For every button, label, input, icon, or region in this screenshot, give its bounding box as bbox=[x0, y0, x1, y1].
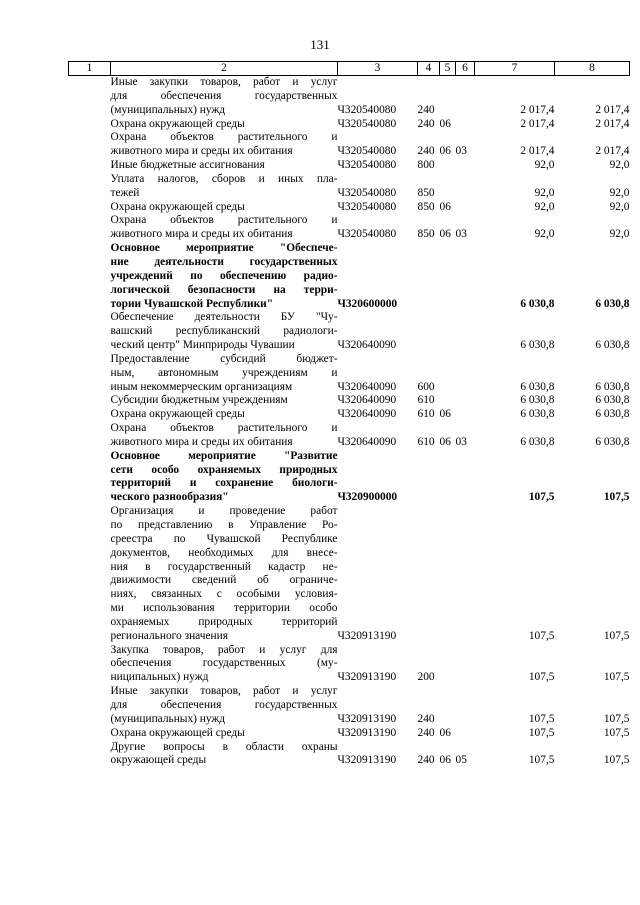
table-row bbox=[69, 311, 630, 353]
row-name-line: логической безопасности на терри- bbox=[110, 283, 338, 296]
cell-col-1 bbox=[69, 131, 111, 159]
row-name-line: Другие вопросы в области охраны bbox=[110, 740, 338, 753]
row-col-4: 800 bbox=[417, 159, 435, 172]
row-col-6 bbox=[456, 505, 475, 643]
row-name-line: Охрана окружающей среды bbox=[110, 200, 245, 213]
row-value-7: 107,5 bbox=[528, 726, 555, 739]
row-col-5 bbox=[440, 644, 456, 686]
row-value-8: 6 030,8 bbox=[595, 408, 630, 421]
row-name-line: Обеспечение деятельности БУ "Чу- bbox=[110, 311, 338, 324]
row-name-line: окружающей среды bbox=[110, 754, 207, 767]
table-row bbox=[69, 394, 630, 408]
cell-col-1 bbox=[69, 741, 111, 769]
table-row bbox=[69, 242, 630, 311]
row-name-line: животного мира и среды их обитания bbox=[110, 228, 293, 241]
row-name-line: вашский республиканский радиологи- bbox=[110, 325, 338, 338]
row-col-5 bbox=[440, 685, 456, 727]
row-name-line: ние деятельности государственных bbox=[110, 255, 338, 268]
row-col-4: 240 bbox=[417, 754, 435, 767]
table-row bbox=[69, 505, 630, 643]
row-value-8: 92,0 bbox=[609, 186, 630, 199]
row-name-line: Субсидии бюджетным учреждениям bbox=[110, 394, 288, 407]
row-name-line: (муниципальных) нужд bbox=[110, 103, 226, 116]
header-col-2: 2 bbox=[111, 62, 338, 76]
row-col-5: 06 bbox=[439, 200, 451, 213]
row-code: Ч320540080 bbox=[337, 228, 397, 241]
row-code: Ч320540080 bbox=[337, 117, 397, 130]
row-code: Ч320540080 bbox=[337, 103, 397, 116]
row-value-8: 107,5 bbox=[603, 671, 630, 684]
row-name-line: Охрана объектов растительного и bbox=[110, 422, 338, 435]
row-name bbox=[111, 505, 338, 643]
cell-col-1 bbox=[69, 159, 111, 173]
table-row bbox=[69, 131, 630, 159]
table-row bbox=[69, 76, 630, 118]
row-name-line: ми использования территории особо bbox=[110, 602, 338, 615]
row-name bbox=[111, 394, 338, 408]
table-row bbox=[69, 685, 630, 727]
row-col-5 bbox=[440, 76, 456, 118]
table-row bbox=[69, 118, 630, 132]
row-col-5 bbox=[440, 311, 456, 353]
row-col-5: 06 bbox=[439, 754, 451, 767]
row-col-5 bbox=[440, 353, 456, 395]
cell-col-1 bbox=[69, 118, 111, 132]
row-name-line: Иные бюджетные ассигнования bbox=[110, 159, 265, 172]
row-value-8: 2 017,4 bbox=[595, 117, 630, 130]
row-col-5: 06 bbox=[439, 117, 451, 130]
row-col-6 bbox=[456, 353, 475, 395]
row-value-7: 107,5 bbox=[528, 754, 555, 767]
row-value-8: 107,5 bbox=[603, 754, 630, 767]
row-name-line: животного мира и среды их обитания bbox=[110, 145, 293, 158]
row-code: Ч320540080 bbox=[337, 159, 397, 172]
row-col-6 bbox=[456, 727, 475, 741]
table-row bbox=[69, 422, 630, 450]
row-name-line: Охрана окружающей среды bbox=[110, 726, 245, 739]
row-col-5: 06 bbox=[439, 228, 451, 241]
row-code: Ч320913190 bbox=[337, 754, 397, 767]
cell-col-1 bbox=[69, 450, 111, 505]
row-name-line: Охрана окружающей среды bbox=[110, 408, 245, 421]
row-code: Ч320640090 bbox=[337, 339, 397, 352]
header-col-1: 1 bbox=[69, 62, 111, 76]
row-col-4: 240 bbox=[417, 103, 435, 116]
row-col-4: 200 bbox=[417, 671, 435, 684]
table-body bbox=[69, 76, 630, 769]
row-col-4: 610 bbox=[417, 394, 435, 407]
row-value-7: 92,0 bbox=[534, 200, 555, 213]
row-name bbox=[111, 242, 338, 311]
row-col-5 bbox=[440, 242, 456, 311]
row-col-4: 240 bbox=[417, 145, 435, 158]
row-value-8: 6 030,8 bbox=[595, 394, 630, 407]
row-col-5 bbox=[440, 159, 456, 173]
row-col-6 bbox=[456, 201, 475, 215]
row-name-line: (муниципальных) нужд bbox=[110, 712, 226, 725]
row-name-line: ческий центр" Минприроды Чувашии bbox=[110, 339, 295, 352]
row-col-4 bbox=[418, 450, 440, 505]
cell-col-1 bbox=[69, 353, 111, 395]
row-value-8: 6 030,8 bbox=[595, 380, 630, 393]
row-name bbox=[111, 311, 338, 353]
row-value-7: 2 017,4 bbox=[520, 103, 555, 116]
row-code: Ч320640090 bbox=[337, 380, 397, 393]
row-value-7: 2 017,4 bbox=[520, 145, 555, 158]
row-value-7: 92,0 bbox=[534, 228, 555, 241]
row-col-4: 610 bbox=[417, 408, 435, 421]
row-value-8: 92,0 bbox=[609, 159, 630, 172]
row-col-4: 850 bbox=[417, 200, 435, 213]
table-row bbox=[69, 159, 630, 173]
row-value-8: 107,5 bbox=[603, 491, 630, 504]
cell-col-1 bbox=[69, 644, 111, 686]
row-name-line: для обеспечения государственных bbox=[110, 698, 338, 711]
page-number: 131 bbox=[310, 37, 330, 52]
row-name-line: животного мира и среды их обитания bbox=[110, 435, 293, 448]
row-name-line: Основное мероприятие "Обеспече- bbox=[110, 242, 338, 255]
row-value-8: 92,0 bbox=[609, 200, 630, 213]
row-name-line: среестра по Чувашской Республике bbox=[110, 532, 338, 545]
row-name-line: территорий и сохранение биологи- bbox=[110, 477, 338, 490]
row-code: Ч320540080 bbox=[337, 145, 397, 158]
row-col-5: 06 bbox=[439, 145, 451, 158]
row-name bbox=[111, 644, 338, 686]
row-name-line: Охрана окружающей среды bbox=[110, 117, 245, 130]
row-name bbox=[111, 118, 338, 132]
row-col-6 bbox=[456, 242, 475, 311]
table-row bbox=[69, 408, 630, 422]
row-name-line: по представлению в Управление Ро- bbox=[110, 519, 338, 531]
row-value-7: 107,5 bbox=[528, 491, 555, 504]
row-col-4: 240 bbox=[417, 726, 435, 739]
row-col-5: 06 bbox=[439, 408, 451, 421]
cell-col-1 bbox=[69, 201, 111, 215]
row-name-line: ния в государственный кадастр не- bbox=[110, 560, 338, 573]
row-name-line: Основное мероприятие "Развитие bbox=[110, 449, 338, 462]
cell-col-1 bbox=[69, 685, 111, 727]
row-name bbox=[111, 201, 338, 215]
row-value-8: 6 030,8 bbox=[595, 297, 630, 310]
row-code: Ч320640090 bbox=[337, 435, 397, 448]
cell-col-1 bbox=[69, 76, 111, 118]
row-name bbox=[111, 173, 338, 201]
row-col-5 bbox=[440, 505, 456, 643]
row-value-8: 107,5 bbox=[603, 726, 630, 739]
row-name bbox=[111, 353, 338, 395]
header-col-6: 6 bbox=[456, 62, 475, 76]
row-name bbox=[111, 450, 338, 505]
row-col-6 bbox=[456, 685, 475, 727]
row-name bbox=[111, 422, 338, 450]
row-name-line: обеспечения государственных (му- bbox=[110, 657, 338, 670]
row-col-4: 850 bbox=[417, 228, 435, 241]
row-col-4: 600 bbox=[417, 380, 435, 393]
row-name bbox=[111, 131, 338, 159]
row-code: Ч320913190 bbox=[337, 629, 397, 642]
header-col-7: 7 bbox=[475, 62, 555, 76]
row-col-6 bbox=[456, 644, 475, 686]
cell-col-1 bbox=[69, 214, 111, 242]
row-name-line: регионального значения bbox=[110, 629, 228, 642]
table-row bbox=[69, 201, 630, 215]
row-code: Ч320913190 bbox=[337, 712, 397, 725]
row-code: Ч320913190 bbox=[337, 726, 397, 739]
row-name-line: ческого разнообразия" bbox=[110, 491, 229, 504]
row-code: Ч320913190 bbox=[337, 671, 397, 684]
row-name-line: Организация и проведение работ bbox=[110, 505, 338, 518]
row-col-5 bbox=[440, 173, 456, 201]
row-value-8: 107,5 bbox=[603, 712, 630, 725]
row-value-7: 107,5 bbox=[528, 712, 555, 725]
row-name-line: Иные закупки товаров, работ и услуг bbox=[110, 685, 338, 698]
row-name-line: ным, автономным учреждениям и bbox=[110, 366, 338, 379]
row-name-line: сети особо охраняемых природных bbox=[110, 463, 338, 476]
row-col-6 bbox=[456, 76, 475, 118]
row-value-7: 6 030,8 bbox=[520, 339, 555, 352]
row-code: Ч320540080 bbox=[337, 200, 397, 213]
row-col-4: 240 bbox=[417, 117, 435, 130]
row-col-6 bbox=[456, 159, 475, 173]
row-col-6: 03 bbox=[455, 435, 467, 448]
row-name-line: тежей bbox=[110, 186, 140, 199]
row-name-line: учреждений по обеспечению радио- bbox=[110, 269, 338, 282]
row-name bbox=[111, 214, 338, 242]
row-name-line: тории Чувашской Республики" bbox=[110, 297, 274, 310]
row-col-6 bbox=[456, 118, 475, 132]
row-code: Ч320600000 bbox=[337, 297, 398, 310]
table-row bbox=[69, 727, 630, 741]
table-row bbox=[69, 173, 630, 201]
row-name bbox=[111, 408, 338, 422]
header-col-8: 8 bbox=[555, 62, 630, 76]
row-col-6 bbox=[456, 311, 475, 353]
row-value-8: 107,5 bbox=[603, 629, 630, 642]
row-name bbox=[111, 159, 338, 173]
row-value-7: 92,0 bbox=[534, 186, 555, 199]
row-name bbox=[111, 76, 338, 118]
row-name-line: Уплата налогов, сборов и иных пла- bbox=[110, 172, 338, 185]
row-value-7: 6 030,8 bbox=[520, 380, 555, 393]
row-col-5 bbox=[440, 450, 456, 505]
table-row bbox=[69, 214, 630, 242]
row-name-line: иным некоммерческим организациям bbox=[110, 380, 293, 393]
row-col-6: 05 bbox=[455, 754, 467, 767]
row-col-6 bbox=[456, 394, 475, 408]
row-name-line: ниципальных) нужд bbox=[110, 671, 209, 684]
row-code: Ч320540080 bbox=[337, 186, 397, 199]
row-code: Ч320900000 bbox=[337, 491, 398, 504]
row-value-7: 6 030,8 bbox=[520, 408, 555, 421]
row-name-line: движимости сведений об ограниче- bbox=[110, 574, 338, 587]
row-col-6 bbox=[456, 450, 475, 505]
row-col-4: 850 bbox=[417, 186, 435, 199]
cell-col-1 bbox=[69, 422, 111, 450]
row-value-8: 2 017,4 bbox=[595, 103, 630, 116]
row-col-4: 240 bbox=[417, 712, 435, 725]
table-row bbox=[69, 741, 630, 769]
cell-col-1 bbox=[69, 408, 111, 422]
row-name-line: ниях, связанных с особыми условия- bbox=[110, 588, 338, 601]
cell-col-1 bbox=[69, 394, 111, 408]
row-name-line: Закупка товаров, работ и услуг для bbox=[110, 643, 338, 656]
row-name-line: Охрана объектов растительного и bbox=[110, 214, 338, 227]
table-row bbox=[69, 450, 630, 505]
cell-col-1 bbox=[69, 242, 111, 311]
row-code: Ч320640090 bbox=[337, 394, 397, 407]
row-value-7: 6 030,8 bbox=[520, 394, 555, 407]
budget-table bbox=[68, 61, 630, 768]
row-col-5: 06 bbox=[439, 435, 451, 448]
row-value-7: 92,0 bbox=[534, 159, 555, 172]
row-value-8: 2 017,4 bbox=[595, 145, 630, 158]
row-col-6: 03 bbox=[455, 228, 467, 241]
header-col-3: 3 bbox=[338, 62, 418, 76]
cell-col-1 bbox=[69, 173, 111, 201]
header-col-4: 4 bbox=[418, 62, 440, 76]
row-name-line: охраняемых природных территорий bbox=[110, 615, 338, 628]
row-value-7: 6 030,8 bbox=[520, 435, 555, 448]
row-name-line: Охрана объектов растительного и bbox=[110, 131, 338, 144]
row-value-8: 6 030,8 bbox=[595, 339, 630, 352]
row-value-7: 107,5 bbox=[528, 671, 555, 684]
row-col-5: 06 bbox=[439, 726, 451, 739]
row-name bbox=[111, 741, 338, 769]
row-value-7: 2 017,4 bbox=[520, 117, 555, 130]
row-value-7: 107,5 bbox=[528, 629, 555, 642]
cell-col-1 bbox=[69, 727, 111, 741]
row-col-5 bbox=[440, 394, 456, 408]
row-col-6: 03 bbox=[455, 145, 467, 158]
row-value-8: 92,0 bbox=[609, 228, 630, 241]
header-col-5: 5 bbox=[440, 62, 456, 76]
row-name-line: Предоставление субсидий бюджет- bbox=[110, 352, 338, 365]
table-row bbox=[69, 644, 630, 686]
row-name-line: Иные закупки товаров, работ и услуг bbox=[110, 76, 338, 88]
row-col-6 bbox=[456, 173, 475, 201]
row-code: Ч320640090 bbox=[337, 408, 397, 421]
row-col-4 bbox=[418, 242, 440, 311]
cell-col-1 bbox=[69, 505, 111, 643]
row-col-4 bbox=[418, 311, 440, 353]
row-col-6 bbox=[456, 408, 475, 422]
cell-col-1 bbox=[69, 311, 111, 353]
row-col-4 bbox=[418, 505, 440, 643]
row-value-8: 6 030,8 bbox=[595, 435, 630, 448]
table-row bbox=[69, 353, 630, 395]
row-col-4: 610 bbox=[417, 435, 435, 448]
row-name-line: документов, необходимых для внесе- bbox=[110, 546, 338, 559]
row-value-7: 6 030,8 bbox=[520, 297, 555, 310]
row-name bbox=[111, 727, 338, 741]
header-row bbox=[69, 62, 630, 76]
row-name-line: для обеспечения государственных bbox=[110, 89, 338, 102]
row-name bbox=[111, 685, 338, 727]
